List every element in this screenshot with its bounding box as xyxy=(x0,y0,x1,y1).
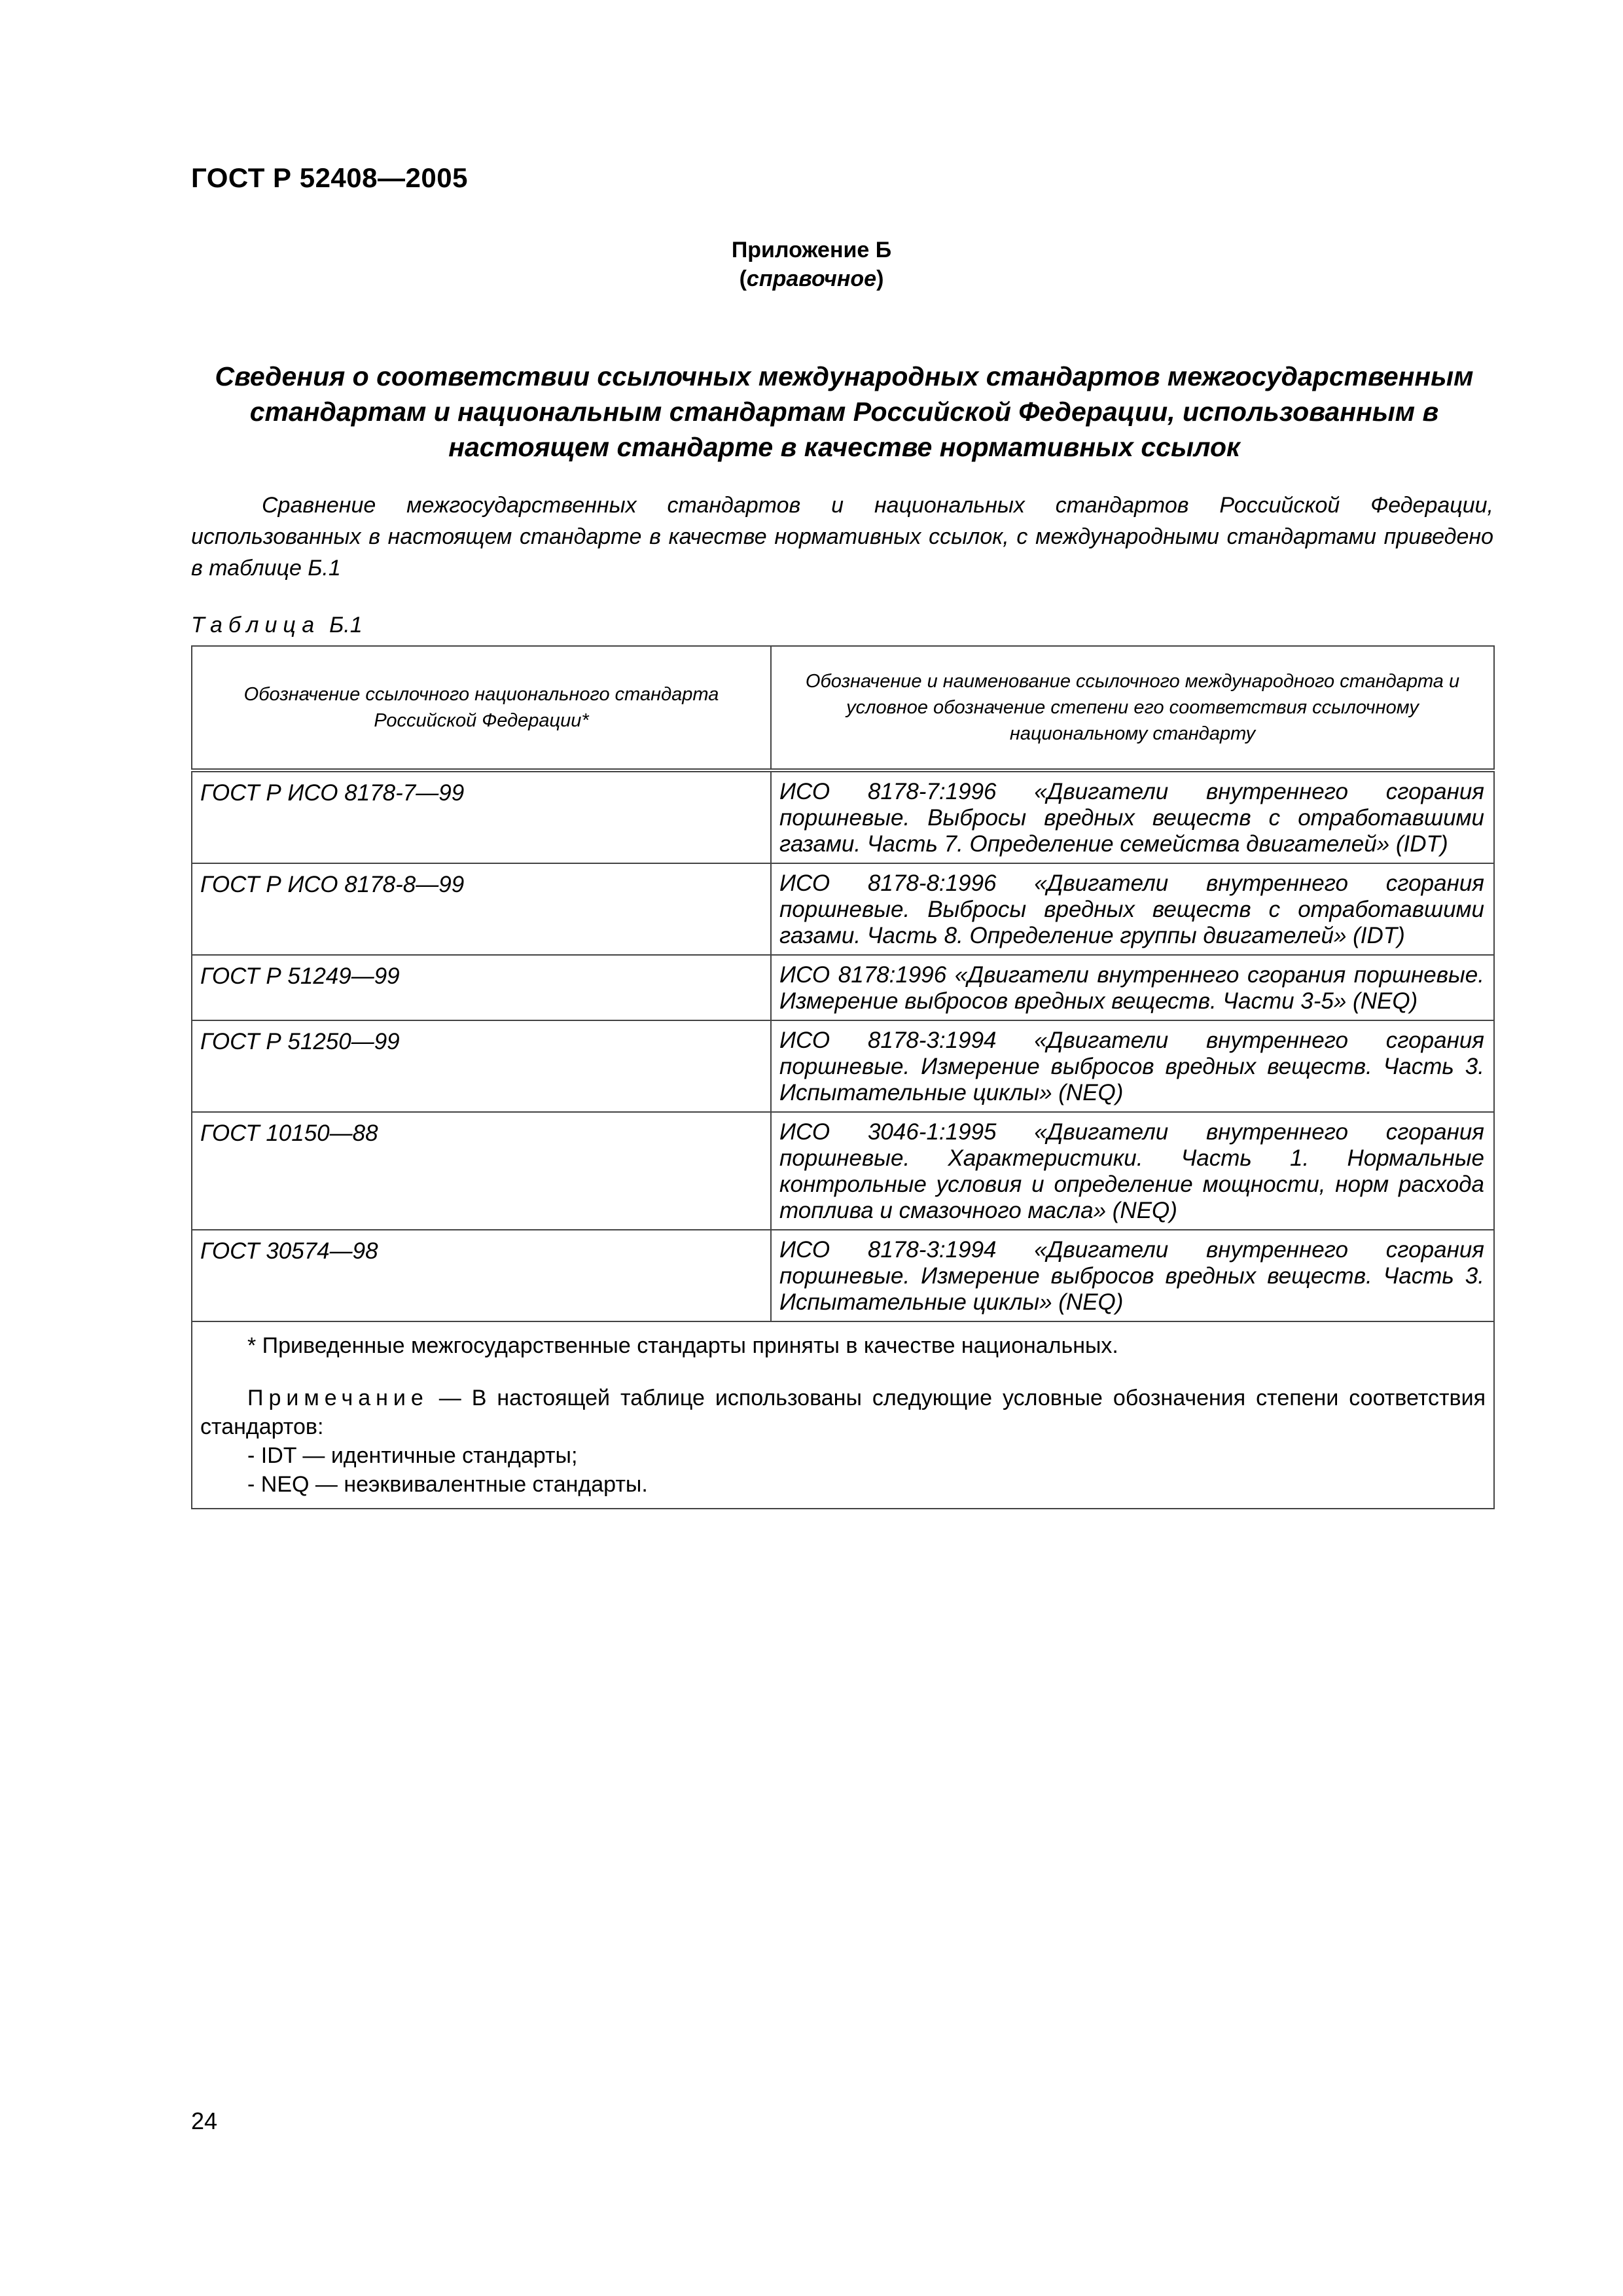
table-row xyxy=(192,1230,1494,1321)
table-note xyxy=(200,1384,1486,1441)
national-standard-cell: ГОСТ Р 51250—99 xyxy=(192,1020,771,1112)
international-standard-cell: ИСО 8178-7:1996 «Двигатели внутреннего сгорания поршневые. Выбросы вредных веществ с отработавшими газами. Часть 7. Определение семейства двигателей» (IDT) xyxy=(771,770,1494,863)
table-header-row xyxy=(192,646,1494,770)
note-item-idt: - IDT — идентичные стандарты; xyxy=(247,1443,578,1468)
table-caption xyxy=(191,613,363,638)
note-text: — В настоящей таблице использованы следующие условные обозначения степени соответствия стандартов: xyxy=(200,1386,1486,1439)
international-standard-cell: ИСО 8178-3:1994 «Двигатели внутреннего сгорания поршневые. Измерение выбросов вредных веществ. Часть 3. Испытательные циклы» (NEQ) xyxy=(771,1020,1494,1112)
annex-title: Приложение Б xyxy=(731,238,892,262)
header-national-standard: Обозначение ссылочного национального стандарта Российской Федерации* xyxy=(192,646,771,770)
national-standard-cell: ГОСТ Р 51249—99 xyxy=(192,955,771,1020)
table-row xyxy=(192,770,1494,863)
document-code: ГОСТ Р 52408—2005 xyxy=(191,162,468,193)
annex-header xyxy=(0,236,1623,293)
national-standard-cell: ГОСТ 30574—98 xyxy=(192,1230,771,1321)
table-row xyxy=(192,1020,1494,1112)
note-label: Примечание xyxy=(247,1386,429,1410)
international-standard-cell: ИСО 8178:1996 «Двигатели внутреннего сгорания поршневые. Измерение выбросов вредных веществ. Части 3-5» (NEQ) xyxy=(771,955,1494,1020)
annex-heading: Сведения о соответствии ссылочных международных стандартов межгосударственным стандартам и национальным стандартам Российской Федерации, использованным в настоящем стандарте в качестве нормативных ссылок xyxy=(215,361,1474,462)
international-standard-cell: ИСО 8178-3:1994 «Двигатели внутреннего сгорания поршневые. Измерение выбросов вредных веществ. Часть 3. Испытательные циклы» (NEQ) xyxy=(771,1230,1494,1321)
table-footnote: * Приведенные межгосударственные стандарты приняты в качестве национальных. xyxy=(247,1333,1118,1358)
table-row xyxy=(192,955,1494,1020)
national-standard-cell: ГОСТ Р ИСО 8178-8—99 xyxy=(192,863,771,955)
annex-kind: (справочное) xyxy=(739,266,884,291)
table-footer xyxy=(192,1321,1494,1509)
header-international-standard: Обозначение и наименование ссылочного международного стандарта и условное обозначение степени его соответствия ссылочному национальному стандарту xyxy=(771,646,1494,770)
international-standard-cell: ИСО 8178-8:1996 «Двигатели внутреннего сгорания поршневые. Выбросы вредных веществ с отработавшими газами. Часть 8. Определение группы двигателей» (IDT) xyxy=(771,863,1494,955)
table-row xyxy=(192,1112,1494,1230)
national-standard-cell: ГОСТ 10150—88 xyxy=(192,1112,771,1230)
standards-table xyxy=(191,645,1495,1509)
table-caption-label: Таблица xyxy=(191,613,321,637)
table-footer-row xyxy=(192,1321,1494,1509)
note-item-neq: - NEQ — неэквивалентные стандарты. xyxy=(247,1472,648,1497)
table-caption-number: Б.1 xyxy=(329,613,363,637)
page-number: 24 xyxy=(191,2108,218,2134)
national-standard-cell: ГОСТ Р ИСО 8178-7—99 xyxy=(192,770,771,863)
table-row xyxy=(192,863,1494,955)
intro-paragraph: Сравнение межгосударственных стандартов и национальных стандартов Российской Федерации, использованных в настоящем стандарте в качестве нормативных ссылок, с международными стандартами приведено в таблице Б.1 xyxy=(191,493,1493,581)
international-standard-cell: ИСО 3046-1:1995 «Двигатели внутреннего сгорания поршневые. Характеристики. Часть 1. Нормальные контрольные условия и определение мощности, норм расхода топлива и смазочного масла» (NEQ) xyxy=(771,1112,1494,1230)
